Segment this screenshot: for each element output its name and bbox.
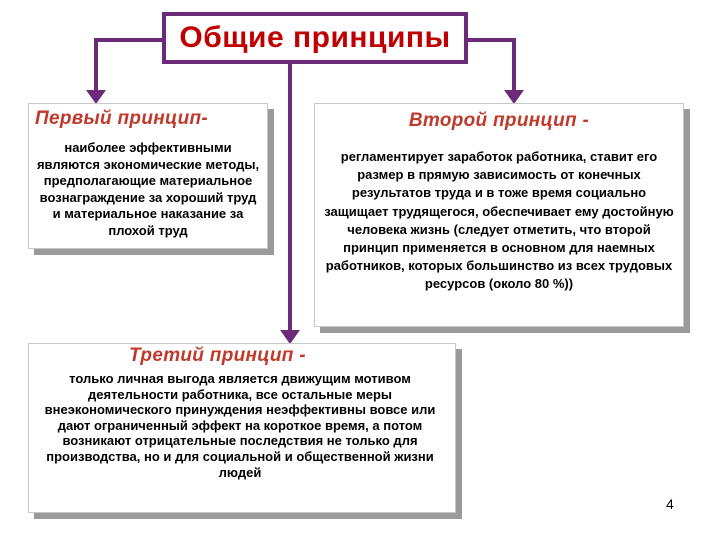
principle-1-box [28,103,268,249]
principle-1-text: наиболее эффективными являются экономические методы, предполагающие материальное вознаграждение за хороший труд и материальное наказание за плохой труд [36,140,260,238]
principle-2-text: регламентирует заработок работника, ставит его размер в прямую зависимость от конечных результатов труда и в тоже время социально защищает трудящегося, обеспечивает ему достойную человека жизнь (следует отметить, что второй принцип применяется в основном для наемных работников, которых большинство из всех трудовых ресурсов (около 80 %)) [324,149,674,292]
arrowhead-left [86,90,106,104]
main-title: Общие принципы [179,21,451,54]
principle-2-box [314,103,684,327]
principle-2-heading: Второй принцип - [408,110,590,131]
connector-right [468,40,514,92]
principle-3-text: только личная выгода является движущим мотивом деятельности работника, все остальные меры внеэкономического принуждения неэффективны вовсе или дают ограниченный эффект на короткое время, а потом возникают отрицательные последствия не только для производства, но и для социальной и общественной жизни людей [44,371,436,480]
principle-3-box [28,343,456,513]
principle-1-heading: Первый принцип- [35,108,209,129]
page-number: 4 [666,496,674,512]
arrowhead-down [280,330,300,344]
main-title-box [162,12,468,64]
arrowhead-right [504,90,524,104]
connector-left [96,40,162,92]
principle-3-heading: Третий принцип - [129,345,306,366]
